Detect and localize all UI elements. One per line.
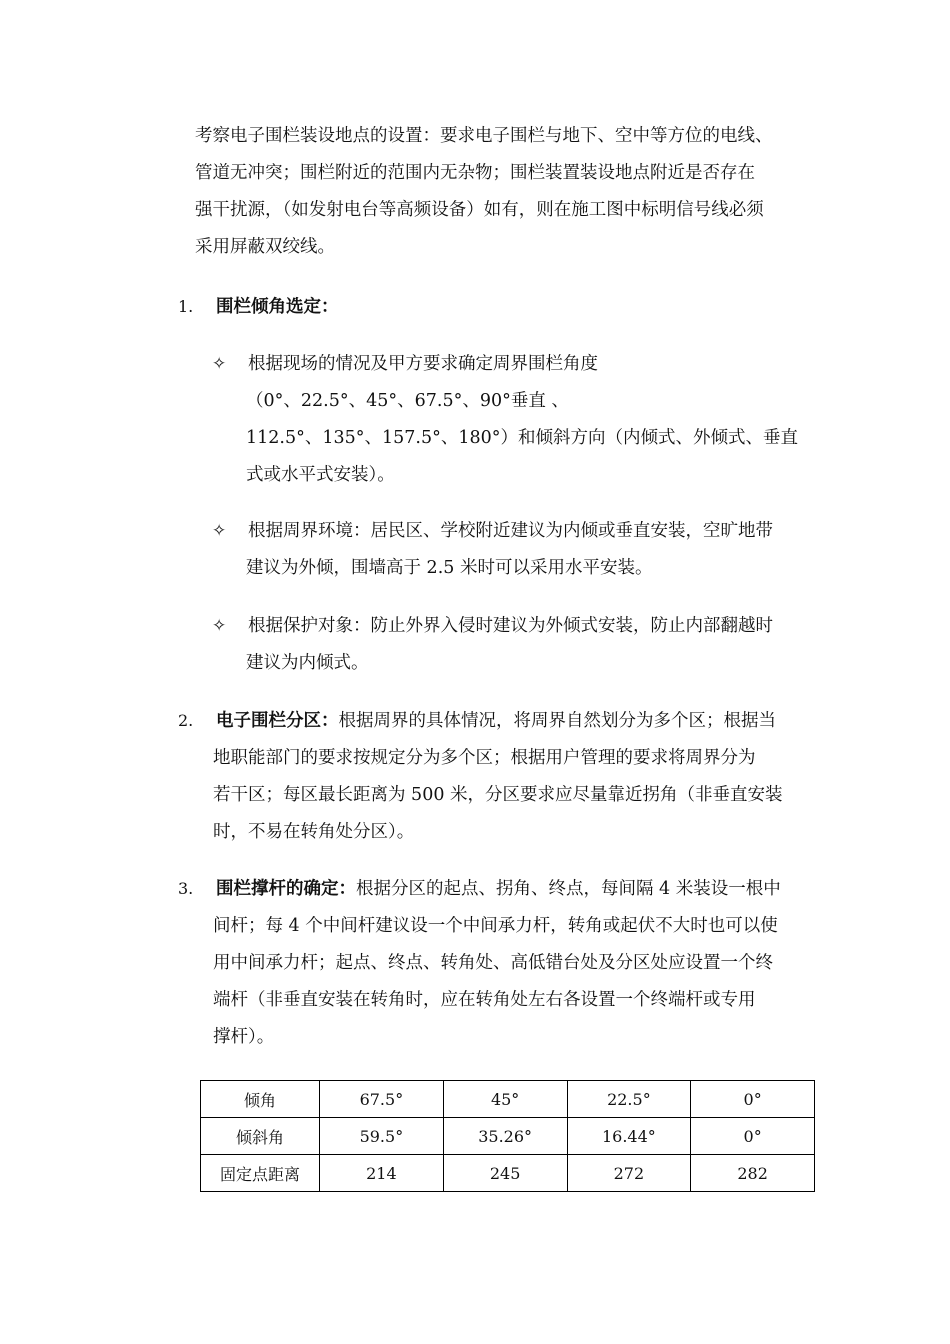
bullet-2-line-2: 建议为外倾，围墙高于 2.5 米时可以采用水平安装。 bbox=[246, 558, 653, 578]
section-2-line-4: 时，不易在转角处分区）。 bbox=[213, 822, 415, 842]
bullet-3-line-2: 建议为内倾式。 bbox=[246, 653, 369, 673]
angle-table bbox=[200, 1080, 815, 1192]
intro-line-3: 强干扰源，（如发射电台等高频设备）如有，则在施工图中标明信号线必须 bbox=[195, 200, 764, 220]
table-cell: 45° bbox=[443, 1081, 567, 1118]
section-2-line-1 bbox=[216, 709, 776, 733]
table-cell: 倾斜角 bbox=[201, 1118, 320, 1155]
bullet-1-line-2: （0°、22.5°、45°、67.5°、90°垂直 、 bbox=[246, 391, 569, 411]
table-cell: 22.5° bbox=[567, 1081, 691, 1118]
bullet-icon: ✧ bbox=[212, 521, 227, 541]
section-2-heading: 电子围栏分区： bbox=[216, 711, 339, 731]
table-cell: 16.44° bbox=[567, 1118, 691, 1155]
section-2-text: 根据周界的具体情况，将周界自然划分为多个区；根据当 bbox=[338, 711, 776, 731]
bullet-3-line-1: 根据保护对象：防止外界入侵时建议为外倾式安装，防止内部翻越时 bbox=[248, 616, 773, 636]
table-row bbox=[201, 1118, 815, 1155]
table-cell: 245 bbox=[443, 1155, 567, 1192]
table-cell: 35.26° bbox=[443, 1118, 567, 1155]
intro-line-1: 考察电子围栏装设地点的设置：要求电子围栏与地下、空中等方位的电线、 bbox=[195, 126, 773, 146]
section-3-line-5: 撑杆）。 bbox=[213, 1027, 275, 1047]
section-3-number: 3. bbox=[178, 879, 194, 898]
section-3-text: 根据分区的起点、拐角、终点，每间隔 4 米装设一根中 bbox=[356, 879, 781, 899]
table-row bbox=[201, 1081, 815, 1118]
bullet-icon: ✧ bbox=[212, 354, 227, 374]
intro-line-2: 管道无冲突；围栏附近的范围内无杂物；围栏装置装设地点附近是否存在 bbox=[195, 163, 755, 183]
table-cell: 59.5° bbox=[320, 1118, 444, 1155]
bullet-1-line-1: 根据现场的情况及甲方要求确定周界围栏角度 bbox=[248, 354, 598, 374]
bullet-1-line-4: 式或水平式安装）。 bbox=[246, 465, 395, 485]
table-cell: 0° bbox=[691, 1081, 815, 1118]
bullet-2-line-1: 根据周界环境：居民区、学校附近建议为内倾或垂直安装，空旷地带 bbox=[248, 521, 773, 541]
table-cell: 67.5° bbox=[320, 1081, 444, 1118]
section-3-line-1 bbox=[216, 877, 781, 901]
intro-line-4: 采用屏蔽双绞线。 bbox=[195, 237, 335, 257]
bullet-1-line-3: 112.5°、135°、157.5°、180°）和倾斜方向（内倾式、外倾式、垂直 bbox=[246, 428, 799, 448]
bullet-icon: ✧ bbox=[212, 616, 227, 636]
section-1-number: 1. bbox=[178, 297, 194, 316]
table-cell: 固定点距离 bbox=[201, 1155, 320, 1192]
table-cell: 272 bbox=[567, 1155, 691, 1192]
table-cell: 倾角 bbox=[201, 1081, 320, 1118]
table-cell: 0° bbox=[691, 1118, 815, 1155]
section-3-heading: 围栏撑杆的确定： bbox=[216, 879, 356, 899]
section-2-line-2: 地职能部门的要求按规定分为多个区；根据用户管理的要求将周界分为 bbox=[213, 748, 756, 768]
section-3-line-3: 用中间承力杆；起点、终点、转角处、高低错台处及分区处应设置一个终 bbox=[213, 953, 773, 973]
section-1-heading: 围栏倾角选定： bbox=[216, 297, 339, 317]
table-row bbox=[201, 1155, 815, 1192]
section-2-line-3: 若干区；每区最长距离为 500 米，分区要求应尽量靠近拐角（非垂直安装 bbox=[213, 785, 783, 805]
table-cell: 282 bbox=[691, 1155, 815, 1192]
section-3-line-4: 端杆（非垂直安装在转角时，应在转角处左右各设置一个终端杆或专用 bbox=[213, 990, 756, 1010]
table-cell: 214 bbox=[320, 1155, 444, 1192]
section-3-line-2: 间杆；每 4 个中间杆建议设一个中间承力杆，转角或起伏不大时也可以使 bbox=[213, 916, 778, 936]
section-2-number: 2. bbox=[178, 711, 194, 730]
